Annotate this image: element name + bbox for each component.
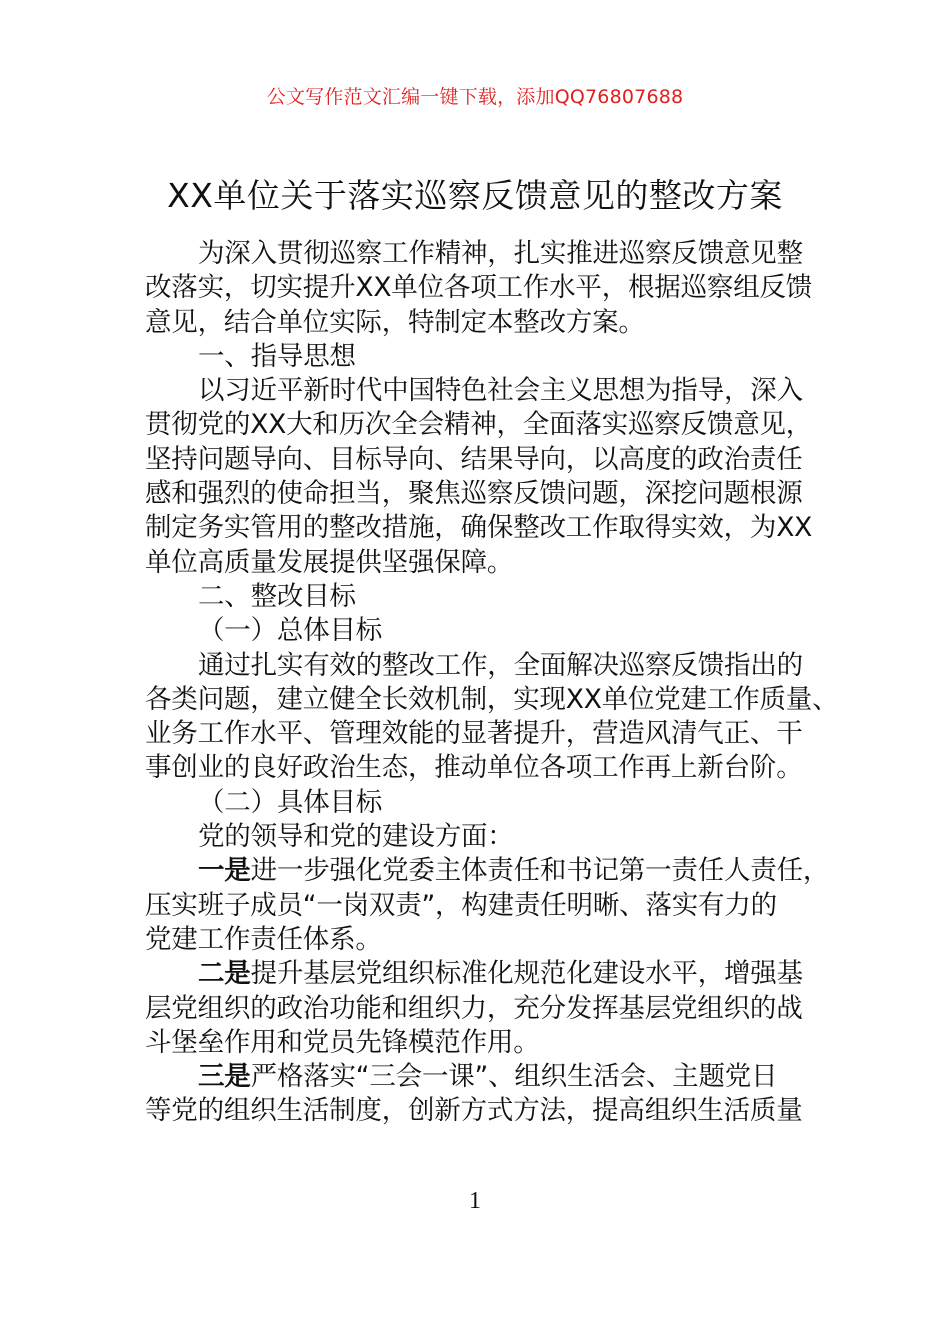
text-line [145, 1094, 835, 1128]
line-text: 一、指导思想 [198, 340, 356, 372]
line-text: 二、整改目标 [198, 580, 356, 612]
line-text: 贯彻党的XX大和历次全会精神，全面落实巡察反馈意见， [145, 409, 813, 441]
line-text: 业务工作水平、管理效能的显著提升，营造风清气正、干 [145, 718, 803, 750]
line-text: 党建工作责任体系。 [145, 923, 382, 955]
text-line [145, 340, 835, 374]
document-title: XX单位关于落实巡察反馈意见的整改方案 [167, 176, 783, 215]
text-line [145, 580, 835, 614]
text-line [145, 923, 835, 957]
line-text: 改落实，切实提升XX单位各项工作水平，根据巡察组反馈 [145, 272, 813, 304]
line-text: 压实班子成员“一岗双责”，构建责任明晰、落实有力的 [145, 889, 777, 921]
text-line [145, 1060, 835, 1094]
line-text: 事创业的良好政治生态，推动单位各项工作再上新台阶。 [145, 752, 803, 784]
download-banner: 公文写作范文汇编一键下载，添加QQ76807688 [266, 86, 684, 108]
text-line [145, 374, 835, 408]
text-line [145, 649, 835, 683]
text-line [145, 992, 835, 1026]
line-text: 提升基层党组织标准化规范化建设水平，增强基 [250, 958, 803, 990]
text-line [145, 1026, 835, 1060]
text-line [145, 889, 835, 923]
document-body [145, 237, 839, 1129]
text-line [145, 511, 835, 545]
text-line [145, 546, 835, 580]
line-text: 等党的组织生活制度，创新方式方法，提高组织生活质量 [145, 1095, 803, 1127]
page-number: 1 [469, 1188, 481, 1214]
text-line [145, 271, 835, 305]
text-line [145, 683, 839, 717]
line-text: 制定务实管用的整改措施，确保整改工作取得实效，为XX [145, 512, 813, 544]
line-text: 单位高质量发展提供坚强保障。 [145, 546, 514, 578]
line-text: 各类问题，建立健全长效机制，实现XX单位党建工作质量、 [145, 683, 839, 715]
text-line [145, 854, 835, 888]
text-line [145, 237, 835, 271]
text-line [145, 306, 835, 340]
line-text: 层党组织的政治功能和组织力，充分发挥基层党组织的战 [145, 992, 803, 1024]
line-text: 感和强烈的使命担当，聚焦巡察反馈问题，深挖问题根源 [145, 478, 803, 510]
text-line [145, 614, 835, 648]
bold-lead: 一是 [198, 855, 251, 887]
text-line [145, 786, 835, 820]
line-text: 意见，结合单位实际，特制定本整改方案。 [145, 306, 645, 338]
line-text: 坚持问题导向、目标导向、结果导向，以高度的政治责任 [145, 443, 803, 475]
text-line [145, 751, 835, 785]
bold-lead: 二是 [198, 958, 251, 990]
line-text: 严格落实“三会一课”、组织生活会、主题党日 [250, 1061, 778, 1093]
line-text: 斗堡垒作用和党员先锋模范作用。 [145, 1026, 540, 1058]
text-line [145, 477, 835, 511]
text-line [145, 820, 835, 854]
line-text: （一）总体目标 [198, 615, 383, 647]
text-line [145, 443, 835, 477]
line-text: 以习近平新时代中国特色社会主义思想为指导，深入 [198, 375, 803, 407]
line-text: 党的领导和党的建设方面： [198, 821, 514, 853]
text-line [145, 717, 835, 751]
line-text: （二）具体目标 [198, 786, 383, 818]
text-line [145, 957, 835, 991]
line-text: 进一步强化党委主体责任和书记第一责任人责任， [250, 855, 830, 887]
line-text: 为深入贯彻巡察工作精神，扎实推进巡察反馈意见整 [198, 238, 803, 269]
line-text: 通过扎实有效的整改工作，全面解决巡察反馈指出的 [198, 649, 803, 681]
bold-lead: 三是 [198, 1061, 251, 1093]
text-line [145, 408, 835, 442]
